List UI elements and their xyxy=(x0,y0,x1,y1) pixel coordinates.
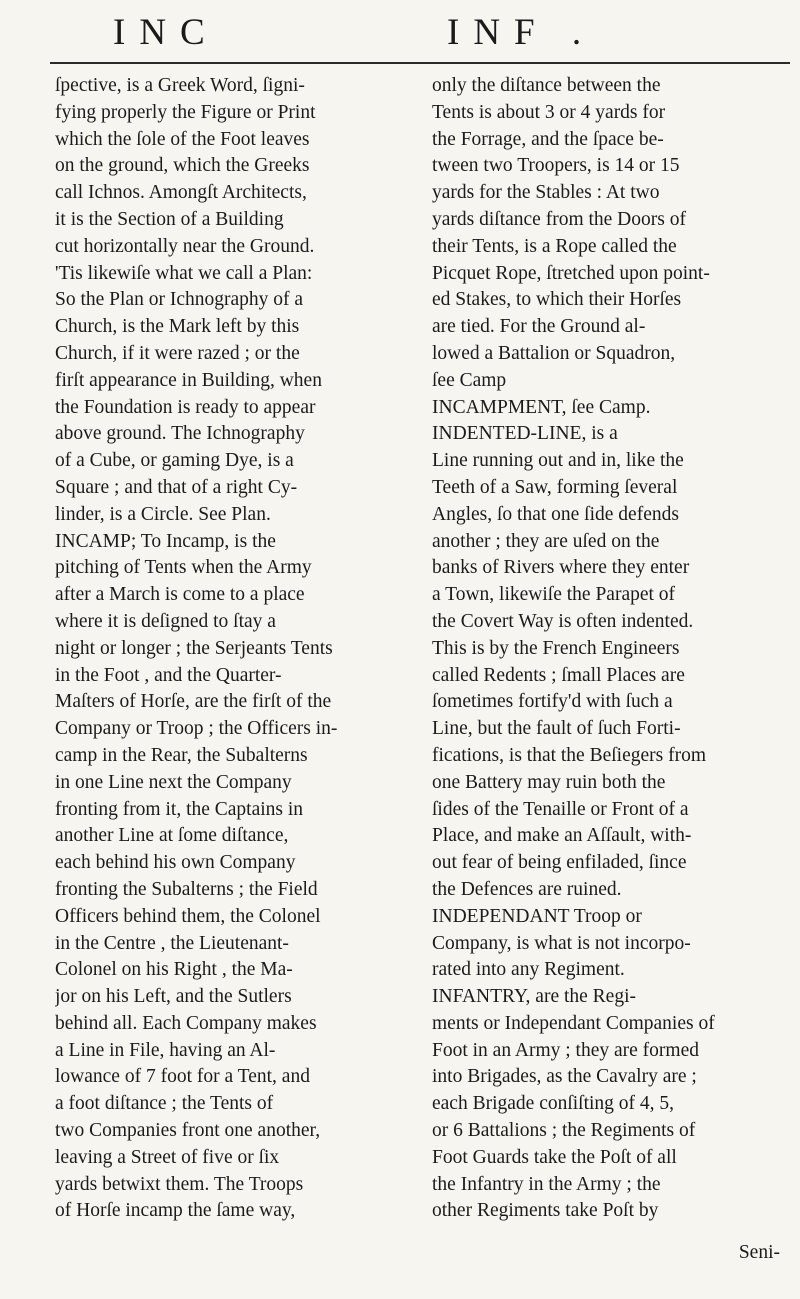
text-line: yards diſtance from the Doors of xyxy=(432,208,686,230)
text-line: Foot in an Army ; they are formed xyxy=(432,1039,699,1061)
text-line: of a Cube, or gaming Dye, is a xyxy=(55,450,294,472)
text-line: leaving a Street of five or ſix xyxy=(55,1146,280,1168)
text-line: So the Plan or Ichnography of a xyxy=(55,289,304,311)
text-line: tween two Troopers, is 14 or 15 xyxy=(432,155,680,177)
text-line: a Town, likewiſe the Parapet of xyxy=(432,584,676,606)
text-line: on the ground, which the Greeks xyxy=(55,155,310,177)
text-line: Church, if it were razed ; or the xyxy=(55,342,300,364)
text-line: Picquet Rope, ſtretched upon point- xyxy=(432,262,710,284)
text-line: into Brigades, as the Cavalry are ; xyxy=(432,1066,697,1088)
text-line: pitching of Tents when the Army xyxy=(55,557,312,579)
text-line: another Line at ſome diſtance, xyxy=(55,825,289,847)
running-head xyxy=(0,10,800,60)
running-head-left: INC xyxy=(113,12,219,53)
text-line: one Battery may ruin both the xyxy=(432,771,666,793)
text-line: ſpective, is a Greek Word, ſigni- xyxy=(55,75,305,96)
text-line: are tied. For the Ground al- xyxy=(432,316,646,338)
text-line: cut horizontally near the Ground. xyxy=(55,235,315,257)
text-line: which the ſole of the Foot leaves xyxy=(55,128,310,150)
left-column xyxy=(55,73,415,1225)
text-line: in one Line next the Company xyxy=(55,771,292,793)
text-line: Tents is about 3 or 4 yards for xyxy=(432,101,666,123)
text-line: above ground. The Ichnography xyxy=(55,423,305,445)
text-line: Officers behind them, the Colonel xyxy=(55,905,321,927)
text-line: Colonel on his Right , the Ma- xyxy=(55,959,293,981)
text-line: other Regiments take Poſt by xyxy=(432,1200,659,1222)
text-line: banks of Rivers where they enter xyxy=(432,557,690,579)
text-line: fying properly the Figure or Print xyxy=(55,101,316,123)
text-line: Angles, ſo that one ſide defends xyxy=(432,503,679,525)
text-line: 'Tis likewiſe what we call a Plan: xyxy=(55,262,313,284)
text-line: where it is deſigned to ſtay a xyxy=(55,610,276,632)
text-line: Maſters of Horſe, are the firſt of the xyxy=(55,691,332,713)
text-line: ſides of the Tenaille or Front of a xyxy=(432,798,689,820)
text-line: ed Stakes, to which their Horſes xyxy=(432,289,682,311)
text-line: INFANTRY, are the Regi- xyxy=(432,986,636,1008)
text-line: linder, is a Circle. See Plan. xyxy=(55,503,271,525)
text-line: each Brigade conſiſting of 4, 5, xyxy=(432,1093,675,1115)
text-line: fronting the Subalterns ; the Field xyxy=(55,878,318,900)
text-line: two Companies front one another, xyxy=(55,1120,321,1142)
text-line: the Defences are ruined. xyxy=(432,878,622,900)
text-line: in the Foot , and the Quarter- xyxy=(55,664,282,686)
text-line: called Redents ; ſmall Places are xyxy=(432,664,685,686)
text-line: ments or Independant Companies of xyxy=(432,1012,715,1034)
text-line: the Foundation is ready to appear xyxy=(55,396,316,418)
text-line: a foot diſtance ; the Tents of xyxy=(55,1093,274,1115)
text-line: another ; they are uſed on the xyxy=(432,530,660,552)
text-line: it is the Section of a Building xyxy=(55,208,284,230)
text-line: lowed a Battalion or Squadron, xyxy=(432,342,676,364)
text-line: ſee Camp xyxy=(432,369,507,391)
text-line: Teeth of a Saw, forming ſeveral xyxy=(432,476,678,498)
catchword: Seni- xyxy=(738,1242,780,1263)
text-line: in the Centre , the Lieutenant- xyxy=(55,932,289,954)
text-line: firſt appearance in Building, when xyxy=(55,369,322,391)
text-line: fronting from it, the Captains in xyxy=(55,798,304,820)
text-line: their Tents, is a Rope called the xyxy=(432,235,677,257)
text-line: behind all. Each Company makes xyxy=(55,1012,317,1034)
text-line: rated into any Regiment. xyxy=(432,959,625,981)
text-line: the Covert Way is often indented. xyxy=(432,610,694,632)
text-line: each behind his own Company xyxy=(55,852,296,874)
text-line: Line running out and in, like the xyxy=(432,450,684,472)
text-line: ſometimes fortify'd with ſuch a xyxy=(432,691,673,713)
text-line: of Horſe incamp the ſame way, xyxy=(55,1200,296,1222)
text-line: yards betwixt them. The Troops xyxy=(55,1173,304,1195)
text-line: This is by the French Engineers xyxy=(432,637,680,659)
text-line: fications, is that the Beſiegers from xyxy=(432,744,707,766)
text-line: call Ichnos. Amongſt Architects, xyxy=(55,182,307,204)
text-line: a Line in File, having an Al- xyxy=(55,1039,276,1061)
text-line: Foot Guards take the Poſt of all xyxy=(432,1146,677,1168)
text-line: Place, and make an Aſſault, with- xyxy=(432,825,692,847)
text-line: the Forrage, and the ſpace be- xyxy=(432,128,664,150)
text-line: night or longer ; the Serjeants Tents xyxy=(55,637,333,659)
text-line: INDEPENDANT Troop or xyxy=(432,905,642,927)
text-line: jor on his Left, and the Sutlers xyxy=(55,986,292,1008)
text-line: Square ; and that of a right Cy- xyxy=(55,476,298,498)
right-column xyxy=(432,73,792,1225)
text-line: the Infantry in the Army ; the xyxy=(432,1173,661,1195)
text-line: yards for the Stables : At two xyxy=(432,182,660,204)
text-line: or 6 Battalions ; the Regiments of xyxy=(432,1120,696,1142)
text-line: Company or Troop ; the Officers in- xyxy=(55,718,338,740)
header-rule xyxy=(50,62,790,64)
text-line: Company, is what is not incorpo- xyxy=(432,932,691,954)
text-line: after a March is come to a place xyxy=(55,584,305,606)
running-head-right: INF . xyxy=(447,12,596,53)
text-line: lowance of 7 foot for a Tent, and xyxy=(55,1066,310,1088)
text-line: out fear of being enfiladed, ſince xyxy=(432,852,687,874)
text-line: INDENTED-LINE, is a xyxy=(432,423,618,445)
text-line: INCAMPMENT, ſee Camp. xyxy=(432,396,651,418)
text-line: only the diſtance between the xyxy=(432,75,661,96)
text-line: camp in the Rear, the Subalterns xyxy=(55,744,308,766)
text-line: INCAMP; To Incamp, is the xyxy=(55,530,276,552)
text-line: Church, is the Mark left by this xyxy=(55,316,300,338)
text-line: Line, but the fault of ſuch Forti- xyxy=(432,718,681,740)
